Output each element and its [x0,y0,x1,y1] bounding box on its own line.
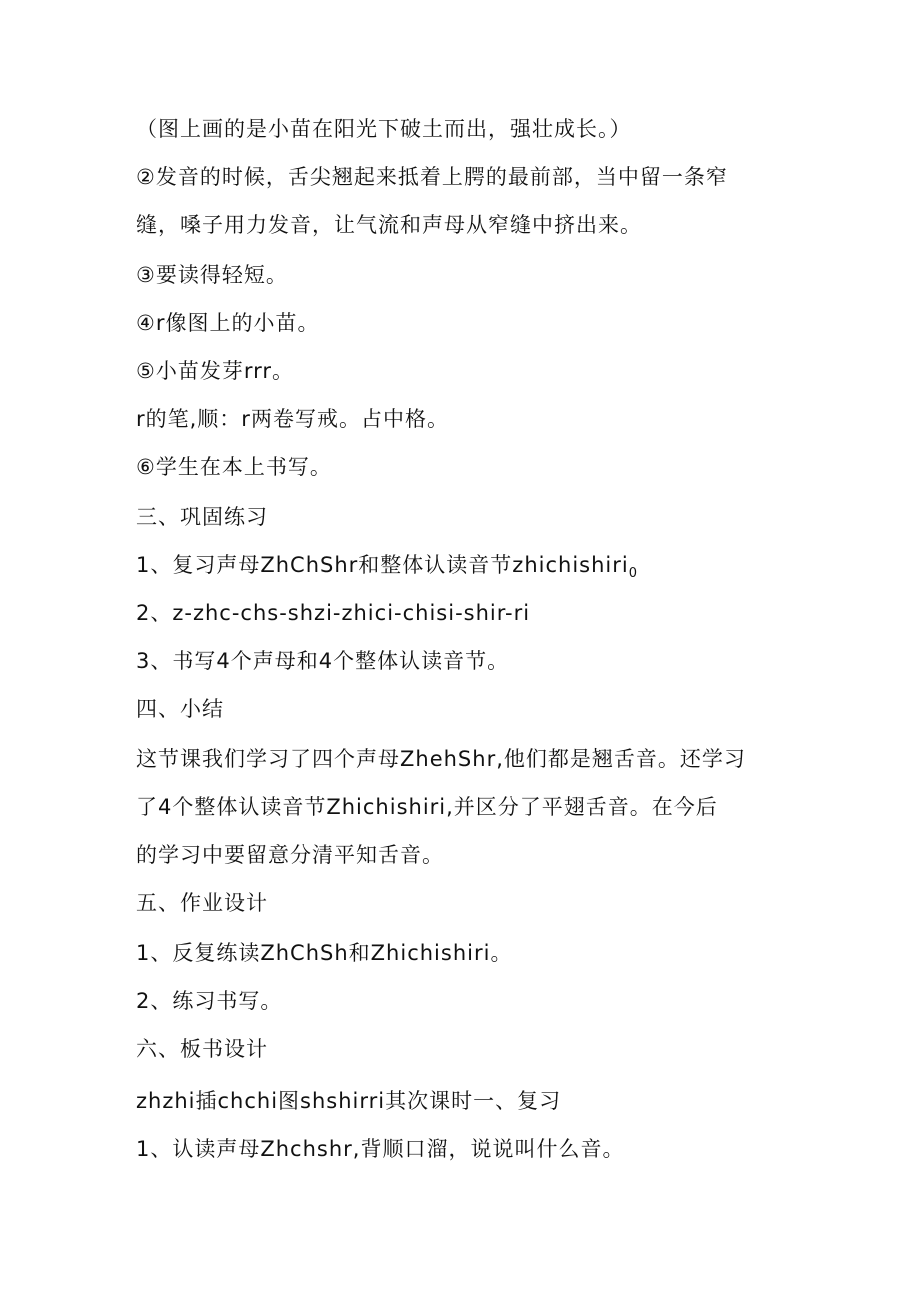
text-line: 这节课我们学习了四个声母ZhehShr,他们都是翘舌音。还学习 [136,747,746,771]
text-line: 1、认读声母Zhchshr,背顺口溜，说说叫什么音。 [136,1137,625,1161]
text-line: ⑤小苗发芽rrr。 [136,359,294,383]
text-line: zhzhi插chchi图shshirri其次课时一、复习 [136,1089,562,1113]
text-line: ⑥学生在本上书写。 [136,455,332,479]
text-line: ③要读得轻短。 [136,263,288,287]
text-line [136,550,786,580]
section-heading: 四、小结 [136,697,224,721]
text-line: 缝，嗓子用力发音，让气流和声母从窄缝中挤出来。 [136,213,642,237]
text-line: r的笔,顺：r两卷写戒。占中格。 [136,407,449,431]
text-line: 1、反复练读ZhChSh和Zhichishiri。 [136,941,513,965]
section-heading: 三、巩固练习 [136,505,268,529]
text-line: （图上画的是小苗在阳光下破土而出，强壮成长。） [136,117,632,141]
text-line: 3、书写4个声母和4个整体认读音节。 [136,649,510,673]
text-line: 了4个整体认读音节Zhichishiri,并区分了平翅舌音。在今后 [136,795,718,819]
text-line: 2、z-zhc-chs-shzi-zhici-chisi-shir-ri [136,601,531,625]
text-line: ②发音的时候，舌尖翘起来抵着上腭的最前部，当中留一条窄 [136,165,728,189]
text-line: 的学习中要留意分清平知舌音。 [136,843,444,867]
text-line-main: 1、复习声母ZhChShr和整体认读音节zhichishiri [136,553,629,577]
section-heading: 五、作业设计 [136,891,268,915]
text-line: ④r像图上的小苗。 [136,311,320,335]
section-heading: 六、板书设计 [136,1037,268,1061]
subscript-mark: 0 [628,566,638,582]
text-line: 2、练习书写。 [136,989,283,1013]
